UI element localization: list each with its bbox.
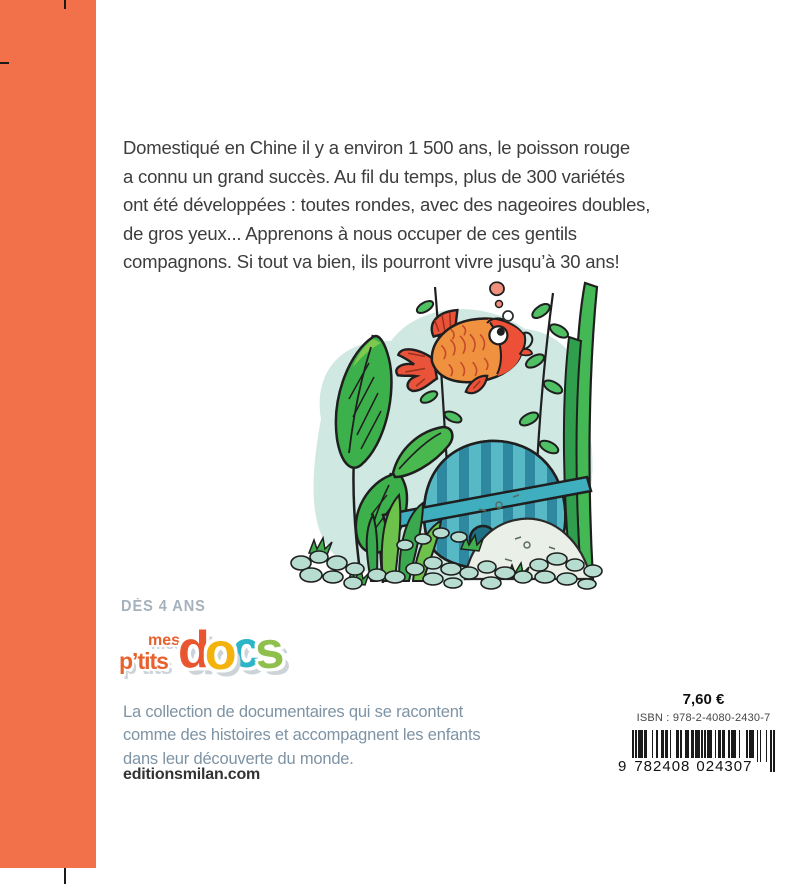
tagline-line: dans leur découverte du monde. (123, 749, 354, 768)
tagline-line: comme des histoires et accompagnent les enfants (123, 726, 481, 745)
seaweed-right (564, 283, 597, 579)
tagline-line: La collection de documentaires qui se racontent (123, 703, 464, 721)
crop-mark-bottom (64, 868, 66, 884)
isbn: ISBN : 978-2-4080-2430-7 (636, 712, 771, 724)
barcode-digits (618, 758, 755, 775)
barcode-digit-group: 782408 (631, 758, 693, 775)
age-label: DÈS 4 ANS (121, 598, 206, 615)
intro-line: de gros yeux... Apprenons à nous occuper de ces gentils (123, 222, 577, 244)
intro-line: Domestiqué en Chine il y a environ 1 500 ans, le poisson rouge (123, 137, 630, 158)
publisher-website: editionsmilan.com (123, 766, 261, 783)
barcode (618, 730, 775, 778)
aquarium-illustration-svg (287, 277, 609, 592)
collection-tagline (123, 701, 480, 771)
logo-docs: docs (178, 621, 282, 681)
intro-line: a connu un grand succès. Au fil du temps, plus de 300 variétés (123, 165, 625, 187)
barcode-digit-lead: 9 (618, 758, 628, 775)
logo-ptits-text: p’tits (119, 648, 168, 674)
intro-line: compagnons. Si tout va bien, ils pourront vivre jusqu’à 30 ans! (123, 251, 620, 273)
intro-line: ont été développées : toutes rondes, avec des nageoires doubles, (123, 194, 651, 216)
logo-mes-text: mes (148, 632, 181, 649)
crop-mark-left (0, 62, 9, 64)
collection-logo (118, 621, 318, 706)
intro-text (123, 134, 683, 277)
spine (0, 0, 96, 868)
aquarium-illustration (287, 277, 609, 592)
crop-mark-top (64, 0, 66, 9)
barcode-digit-group: 024307 (693, 758, 755, 775)
price: 7,60 € (682, 691, 725, 708)
commerce-block (618, 691, 775, 778)
